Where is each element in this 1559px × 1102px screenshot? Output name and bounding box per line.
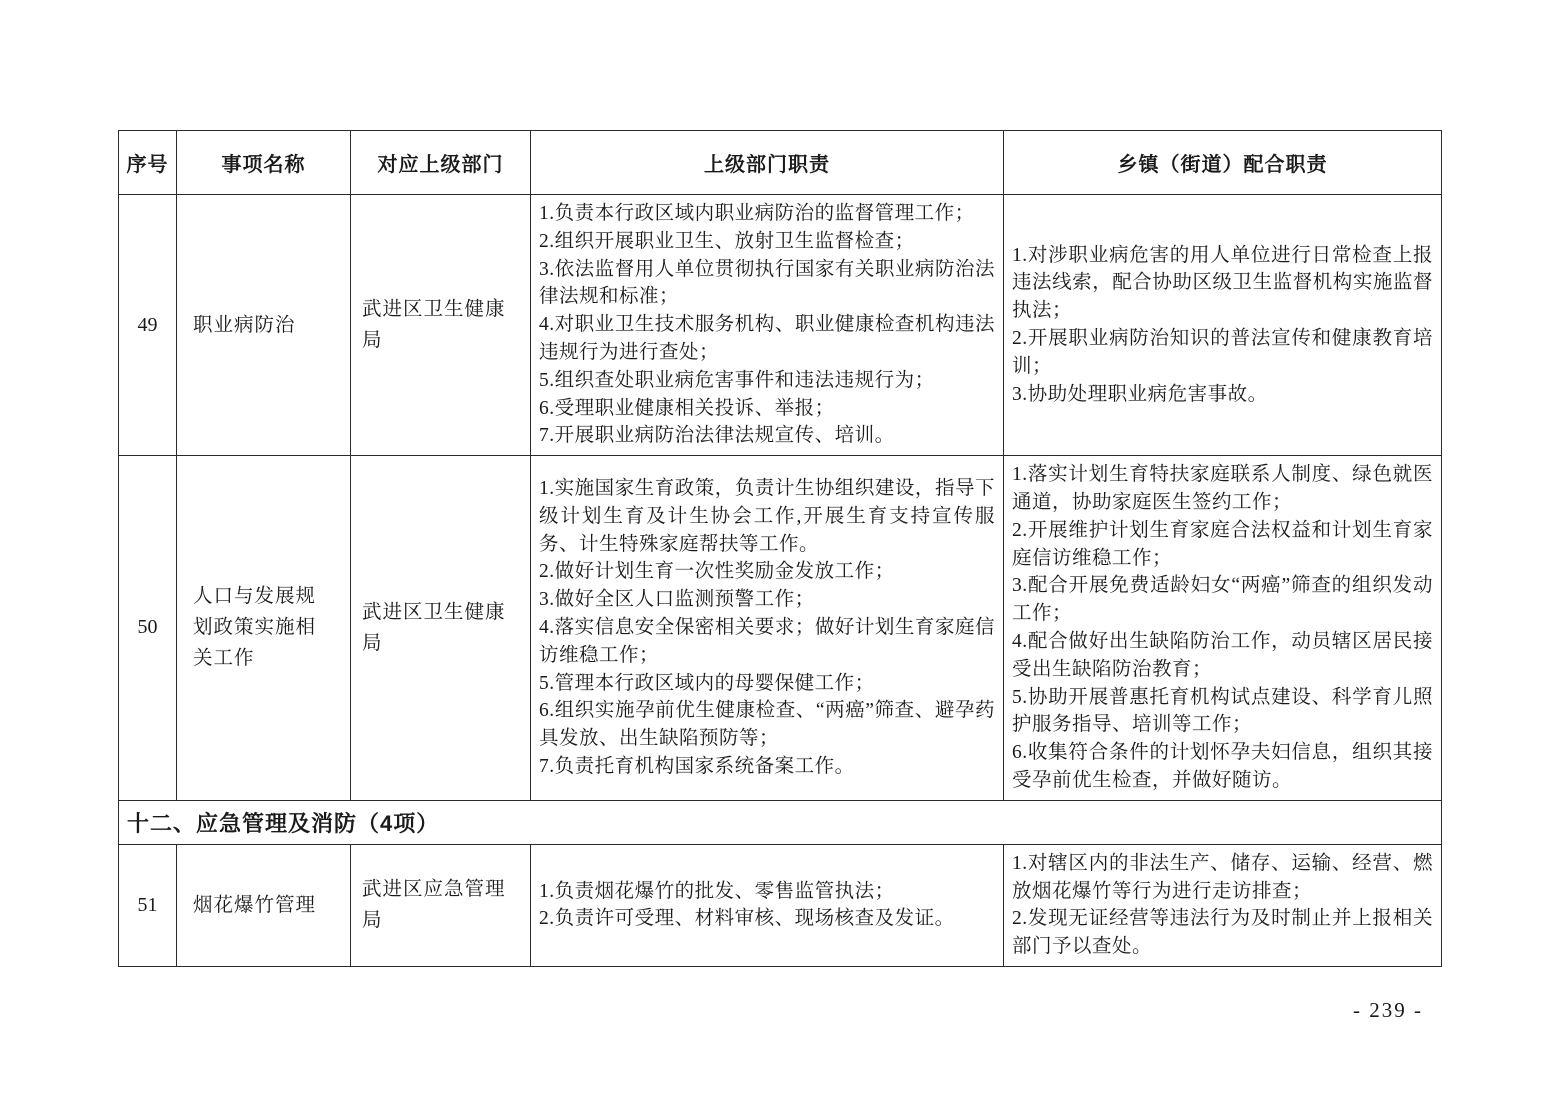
superior-duties-cell: [531, 844, 1004, 966]
duty-item: 1.实施国家生育政策，负责计生协组织建设，指导下级计划生育及计生协会工作,开展生育支持宣传服务、计生特殊家庭帮扶等工作。: [539, 478, 995, 555]
duty-item: 3.依法监督用人单位贯彻执行国家有关职业病防治法律法规和标准；: [539, 258, 995, 308]
col-header-number: 序号: [119, 131, 177, 195]
table-row: [119, 844, 1442, 966]
duty-item: 1.落实计划生育特扶家庭联系人制度、绿色就医通道，协助家庭医生签约工作；: [1012, 464, 1433, 513]
duty-item: 6.组织实施孕前优生健康检查、“两癌”筛查、避孕药具发放、出生缺陷预防等；: [539, 700, 995, 750]
township-duties-cell: [1004, 195, 1442, 456]
duty-table: [118, 130, 1442, 967]
table-row: [119, 456, 1442, 801]
item-name: 职业病防治: [177, 195, 351, 456]
col-header-superior-dept: 对应上级部门: [351, 131, 531, 195]
row-number: 51: [119, 844, 177, 966]
table-row: [119, 195, 1442, 456]
duty-item: 4.配合做好出生缺陷防治工作，动员辖区居民接受出生缺陷防治教育；: [1012, 630, 1433, 680]
duty-item: 3.配合开展免费适龄妇女“两癌”筛查的组织发动工作；: [1012, 575, 1433, 625]
duty-item: 4.对职业卫生技术服务机构、职业健康检查机构违法违规行为进行查处；: [539, 314, 995, 363]
duty-item: 3.协助处理职业病危害事故。: [1012, 383, 1268, 405]
duty-item: 2.发现无证经营等违法行为及时制止并上报相关部门予以查处。: [1012, 908, 1433, 958]
row-number: 49: [119, 195, 177, 456]
duty-item: 1.对辖区内的非法生产、储存、运输、经营、燃放烟花爆竹等行为进行走访排查；: [1012, 852, 1433, 902]
duty-item: 3.做好全区人口监测预警工作；: [539, 589, 815, 611]
item-name: 人口与发展规划政策实施相关工作: [177, 456, 351, 801]
superior-duties-cell: [531, 195, 1004, 456]
duty-item: 5.组织查处职业病危害事件和违法违规行为；: [539, 369, 935, 391]
superior-dept: 武进区卫生健康局: [351, 456, 531, 801]
duty-item: 2.开展维护计划生育家庭合法权益和计划生育家庭信访维稳工作；: [1012, 519, 1433, 569]
superior-dept: 武进区应急管理局: [351, 844, 531, 966]
col-header-superior-duties: 上级部门职责: [531, 131, 1004, 195]
section-header-title: 十二、应急管理及消防（4项）: [119, 800, 1442, 844]
col-header-township-duties: 乡镇（街道）配合职责: [1004, 131, 1442, 195]
page-number: - 239 -: [1353, 998, 1423, 1022]
row-number: 50: [119, 456, 177, 801]
duty-item: 7.开展职业病防治法律法规宣传、培训。: [539, 425, 895, 447]
township-duties-cell: [1004, 456, 1442, 801]
duty-item: 2.开展职业病防治知识的普法宣传和健康教育培训；: [1012, 328, 1433, 377]
duty-item: 7.负责托育机构国家系统备案工作。: [539, 756, 855, 778]
township-duties-cell: [1004, 844, 1442, 966]
section-header-row: [119, 800, 1442, 844]
superior-duties-cell: [531, 456, 1004, 801]
duty-item: 6.受理职业健康相关投诉、举报；: [539, 397, 835, 419]
duty-item: 2.做好计划生育一次性奖励金发放工作；: [539, 561, 895, 583]
duty-item: 2.负责许可受理、材料审核、现场核查及发证。: [539, 908, 955, 930]
item-name: 烟花爆竹管理: [177, 844, 351, 966]
col-header-item-name: 事项名称: [177, 131, 351, 195]
duty-item: 6.收集符合条件的计划怀孕夫妇信息，组织其接受孕前优生检查，并做好随访。: [1012, 742, 1433, 791]
duty-item: 1.对涉职业病危害的用人单位进行日常检查上报违法线索，配合协助区级卫生监督机构实施监督执法；: [1012, 244, 1433, 322]
duty-item: 1.负责本行政区域内职业病防治的监督管理工作；: [539, 203, 975, 224]
duty-item: 2.组织开展职业卫生、放射卫生监督检查；: [539, 230, 915, 252]
superior-dept: 武进区卫生健康局: [351, 195, 531, 456]
duty-item: 5.管理本行政区域内的母婴保健工作；: [539, 672, 875, 694]
duty-item: 1.负责烟花爆竹的批发、零售监管执法；: [539, 880, 895, 902]
duty-item: 5.协助开展普惠托育机构试点建设、科学育儿照护服务指导、培训等工作；: [1012, 686, 1433, 736]
table-header-row: [119, 131, 1442, 195]
duty-item: 4.落实信息安全保密相关要求；做好计划生育家庭信访维稳工作；: [539, 617, 995, 666]
